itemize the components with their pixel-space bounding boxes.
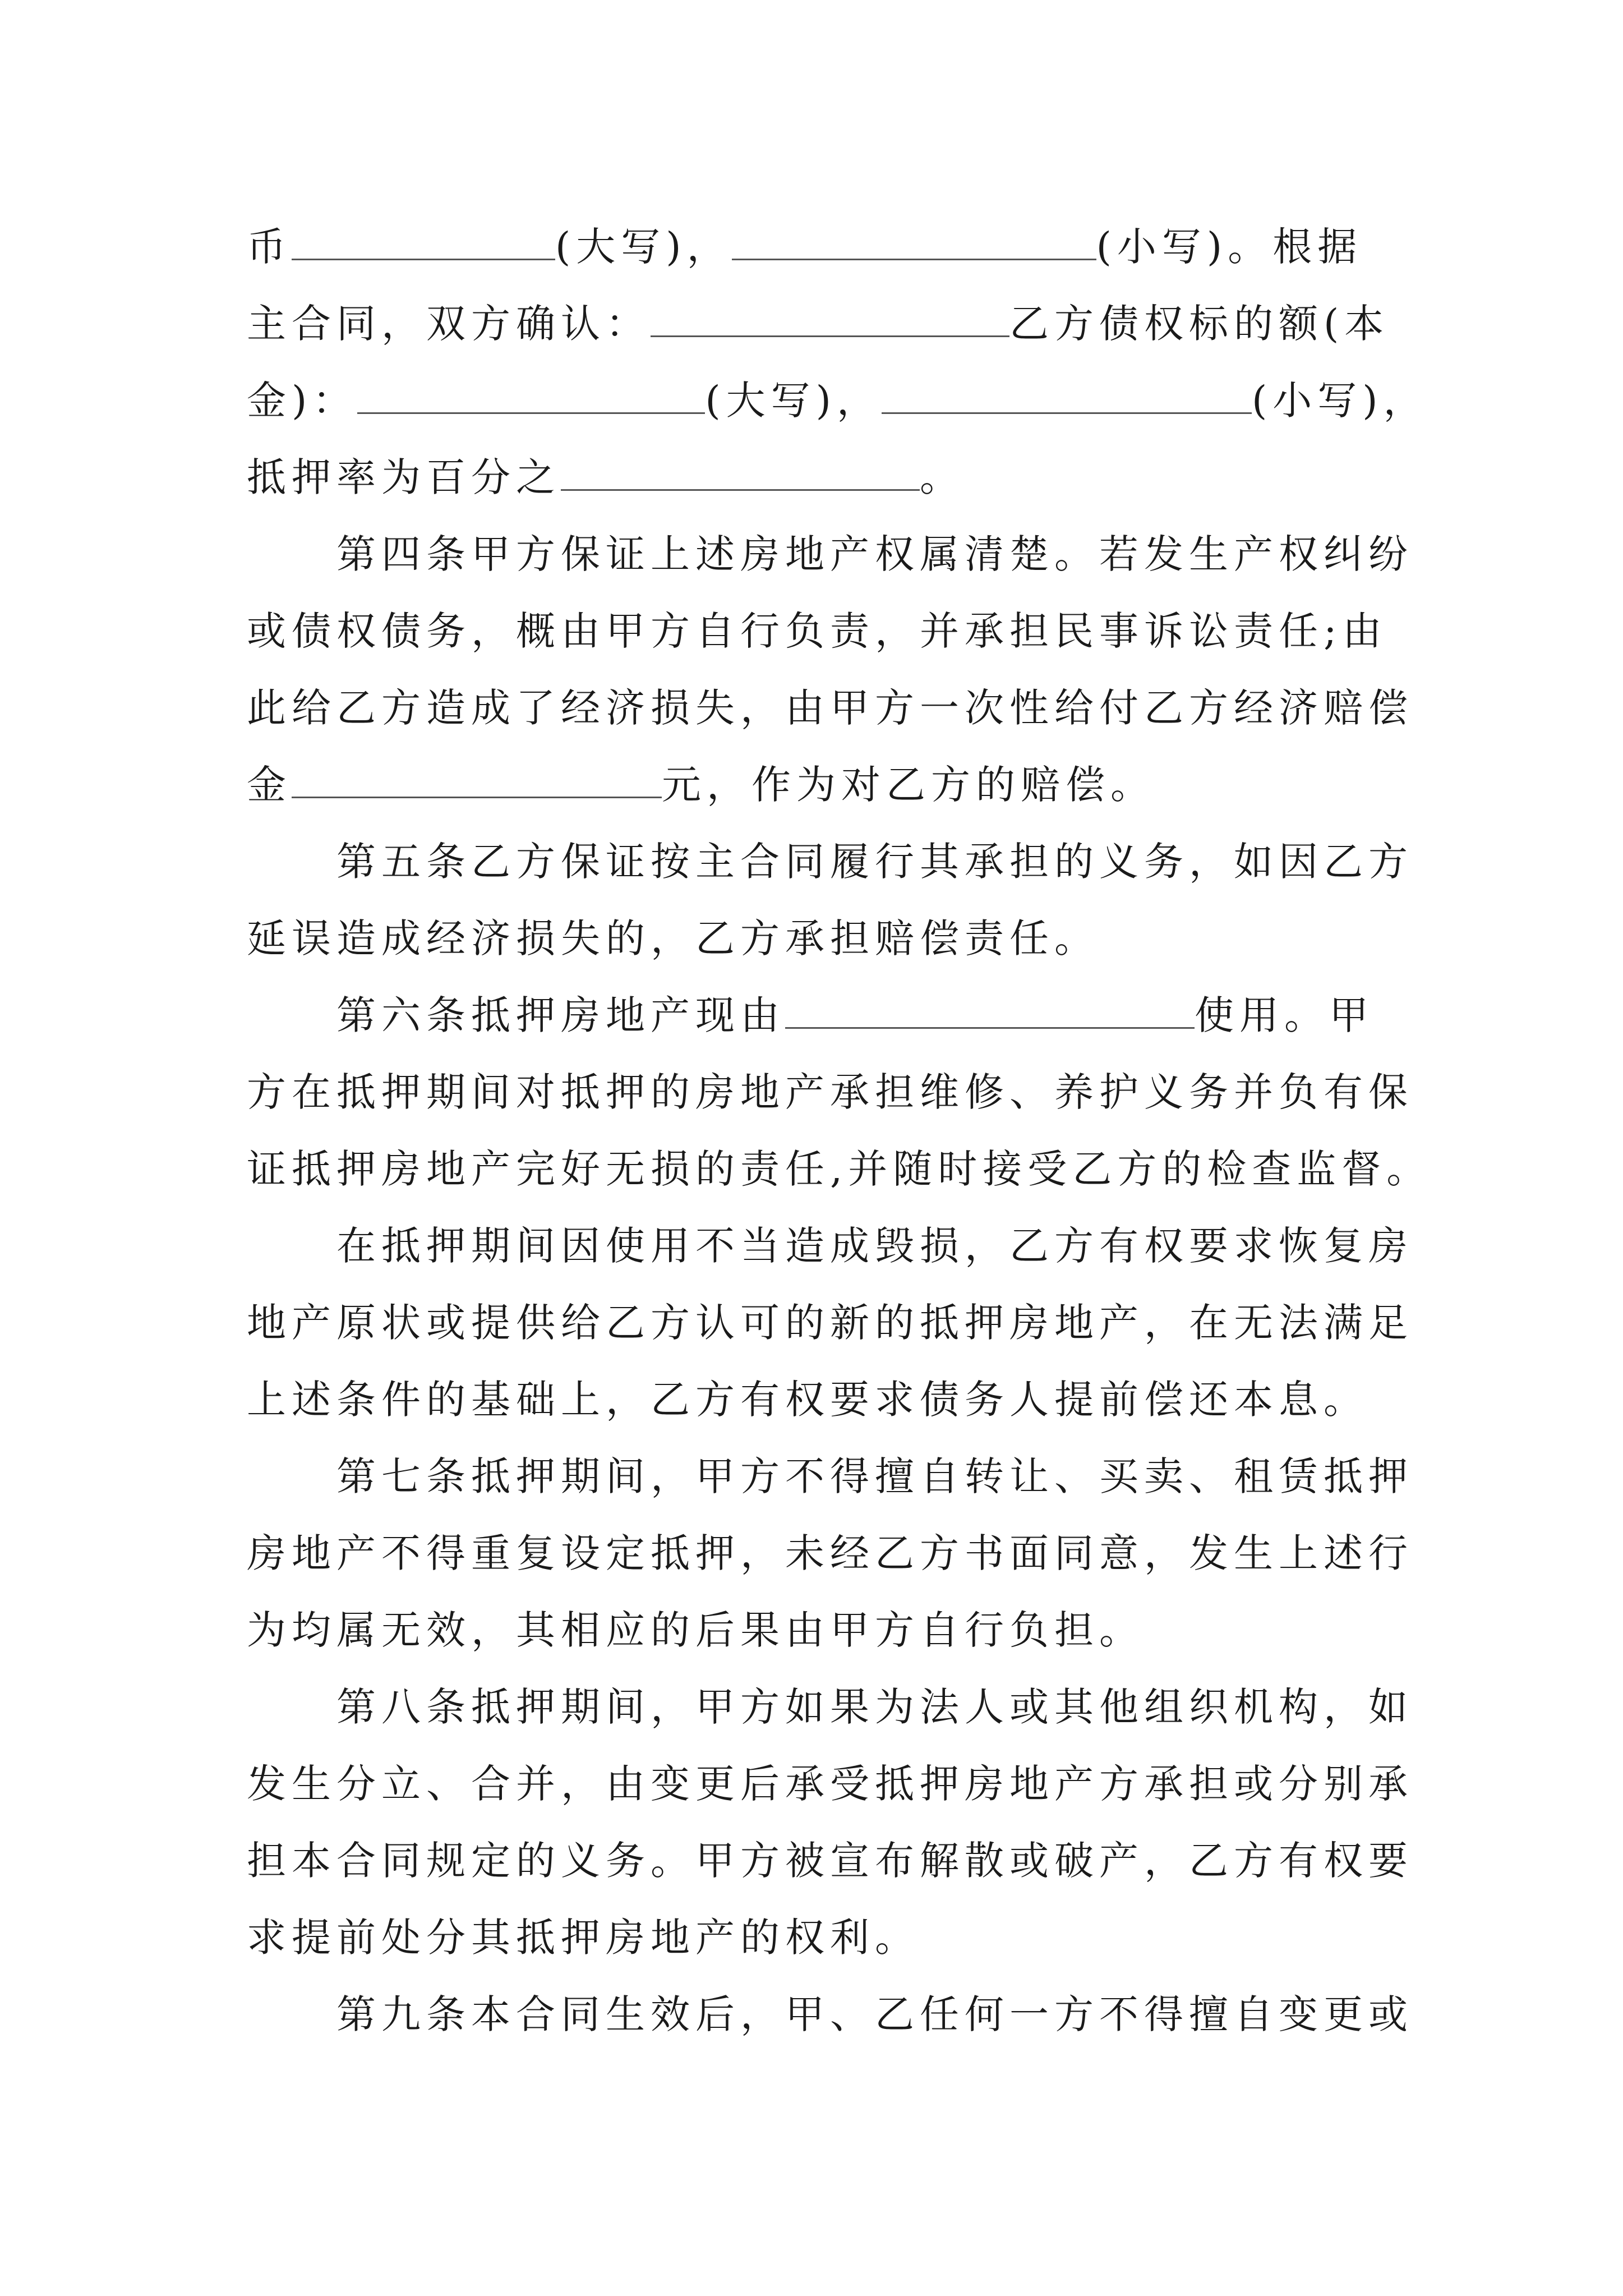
text-line: 在抵押期间因使用不当造成毁损，乙方有权要求恢复房 bbox=[336, 1223, 1413, 1269]
text-line: 发生分立、合并，由变更后承受抵押房地产方承担或分别承 bbox=[247, 1761, 1413, 1807]
text-fragment: 金)： bbox=[247, 378, 358, 424]
text-fragment: (大写)， bbox=[555, 224, 732, 270]
fill-blank bbox=[292, 763, 662, 798]
fill-blank bbox=[732, 225, 1096, 260]
text-line bbox=[247, 362, 1430, 439]
text-fragment: 抵押率为百分之 bbox=[247, 454, 561, 500]
fill-blank bbox=[292, 225, 555, 260]
text-fragment: (小写)。根据 bbox=[1096, 224, 1363, 270]
text-line bbox=[247, 286, 1430, 362]
text-line: 求提前处分其抵押房地产的权利。 bbox=[247, 1915, 920, 1961]
text-fragment: 使用。甲 bbox=[1195, 992, 1374, 1038]
text-line: 或债权债务，概由甲方自行负责，并承担民事诉讼责任;由 bbox=[247, 608, 1387, 654]
text-line: 担本合同规定的义务。甲方被宣布解散或破产，乙方有权要 bbox=[247, 1838, 1413, 1884]
text-line: 第七条抵押期间，甲方不得擅自转让、买卖、租赁抵押 bbox=[336, 1453, 1413, 1499]
text-line: 为均属无效，其相应的后果由甲方自行负担。 bbox=[247, 1607, 1144, 1653]
text-line: 方在抵押期间对抵押的房地产承担维修、养护义务并负有保 bbox=[247, 1069, 1413, 1115]
fill-blank bbox=[785, 993, 1195, 1029]
text-fragment: (小写)， bbox=[1251, 378, 1428, 424]
text-fragment: 乙方债权标的额(本 bbox=[1009, 301, 1390, 347]
text-fragment: 主合同，双方确认： bbox=[247, 301, 651, 347]
text-line bbox=[247, 747, 1430, 823]
text-line: 此给乙方造成了经济损失，由甲方一次性给付乙方经济赔偿 bbox=[247, 685, 1413, 731]
text-fragment: 。 bbox=[920, 454, 965, 500]
text-fragment: 元，作为对乙方的赔偿。 bbox=[662, 762, 1155, 808]
text-line: 上述条件的基础上，乙方有权要求债务人提前偿还本息。 bbox=[247, 1377, 1368, 1423]
fill-blank bbox=[357, 379, 705, 414]
text-line: 证抵押房地产完好无损的责任,并随时接受乙方的检查监督。 bbox=[247, 1146, 1432, 1192]
text-fragment: 第六条抵押房地产现由 bbox=[336, 992, 785, 1038]
text-line: 房地产不得重复设定抵押，未经乙方书面同意，发生上述行 bbox=[247, 1530, 1413, 1576]
text-line bbox=[247, 977, 1430, 1054]
text-fragment: 币 bbox=[247, 224, 292, 270]
text-line: 延误造成经济损失的，乙方承担赔偿责任。 bbox=[247, 915, 1099, 961]
text-line bbox=[247, 209, 1430, 286]
text-line bbox=[247, 439, 1430, 516]
contract-text-body bbox=[247, 209, 1430, 2053]
text-line: 第九条本合同生效后，甲、乙任何一方不得擅自变更或 bbox=[336, 1991, 1413, 2037]
text-line: 地产原状或提供给乙方认可的新的抵押房地产，在无法满足 bbox=[247, 1300, 1413, 1346]
fill-blank bbox=[882, 379, 1252, 414]
text-fragment: 金 bbox=[247, 762, 292, 808]
fill-blank bbox=[651, 302, 1009, 337]
text-line: 第八条抵押期间，甲方如果为法人或其他组织机构，如 bbox=[336, 1684, 1413, 1730]
text-line: 第四条甲方保证上述房地产权属清楚。若发生产权纠纷 bbox=[336, 531, 1413, 577]
fill-blank bbox=[561, 455, 920, 491]
text-fragment: (大写)， bbox=[705, 378, 882, 424]
text-line: 第五条乙方保证按主合同履行其承担的义务，如因乙方 bbox=[336, 839, 1413, 885]
